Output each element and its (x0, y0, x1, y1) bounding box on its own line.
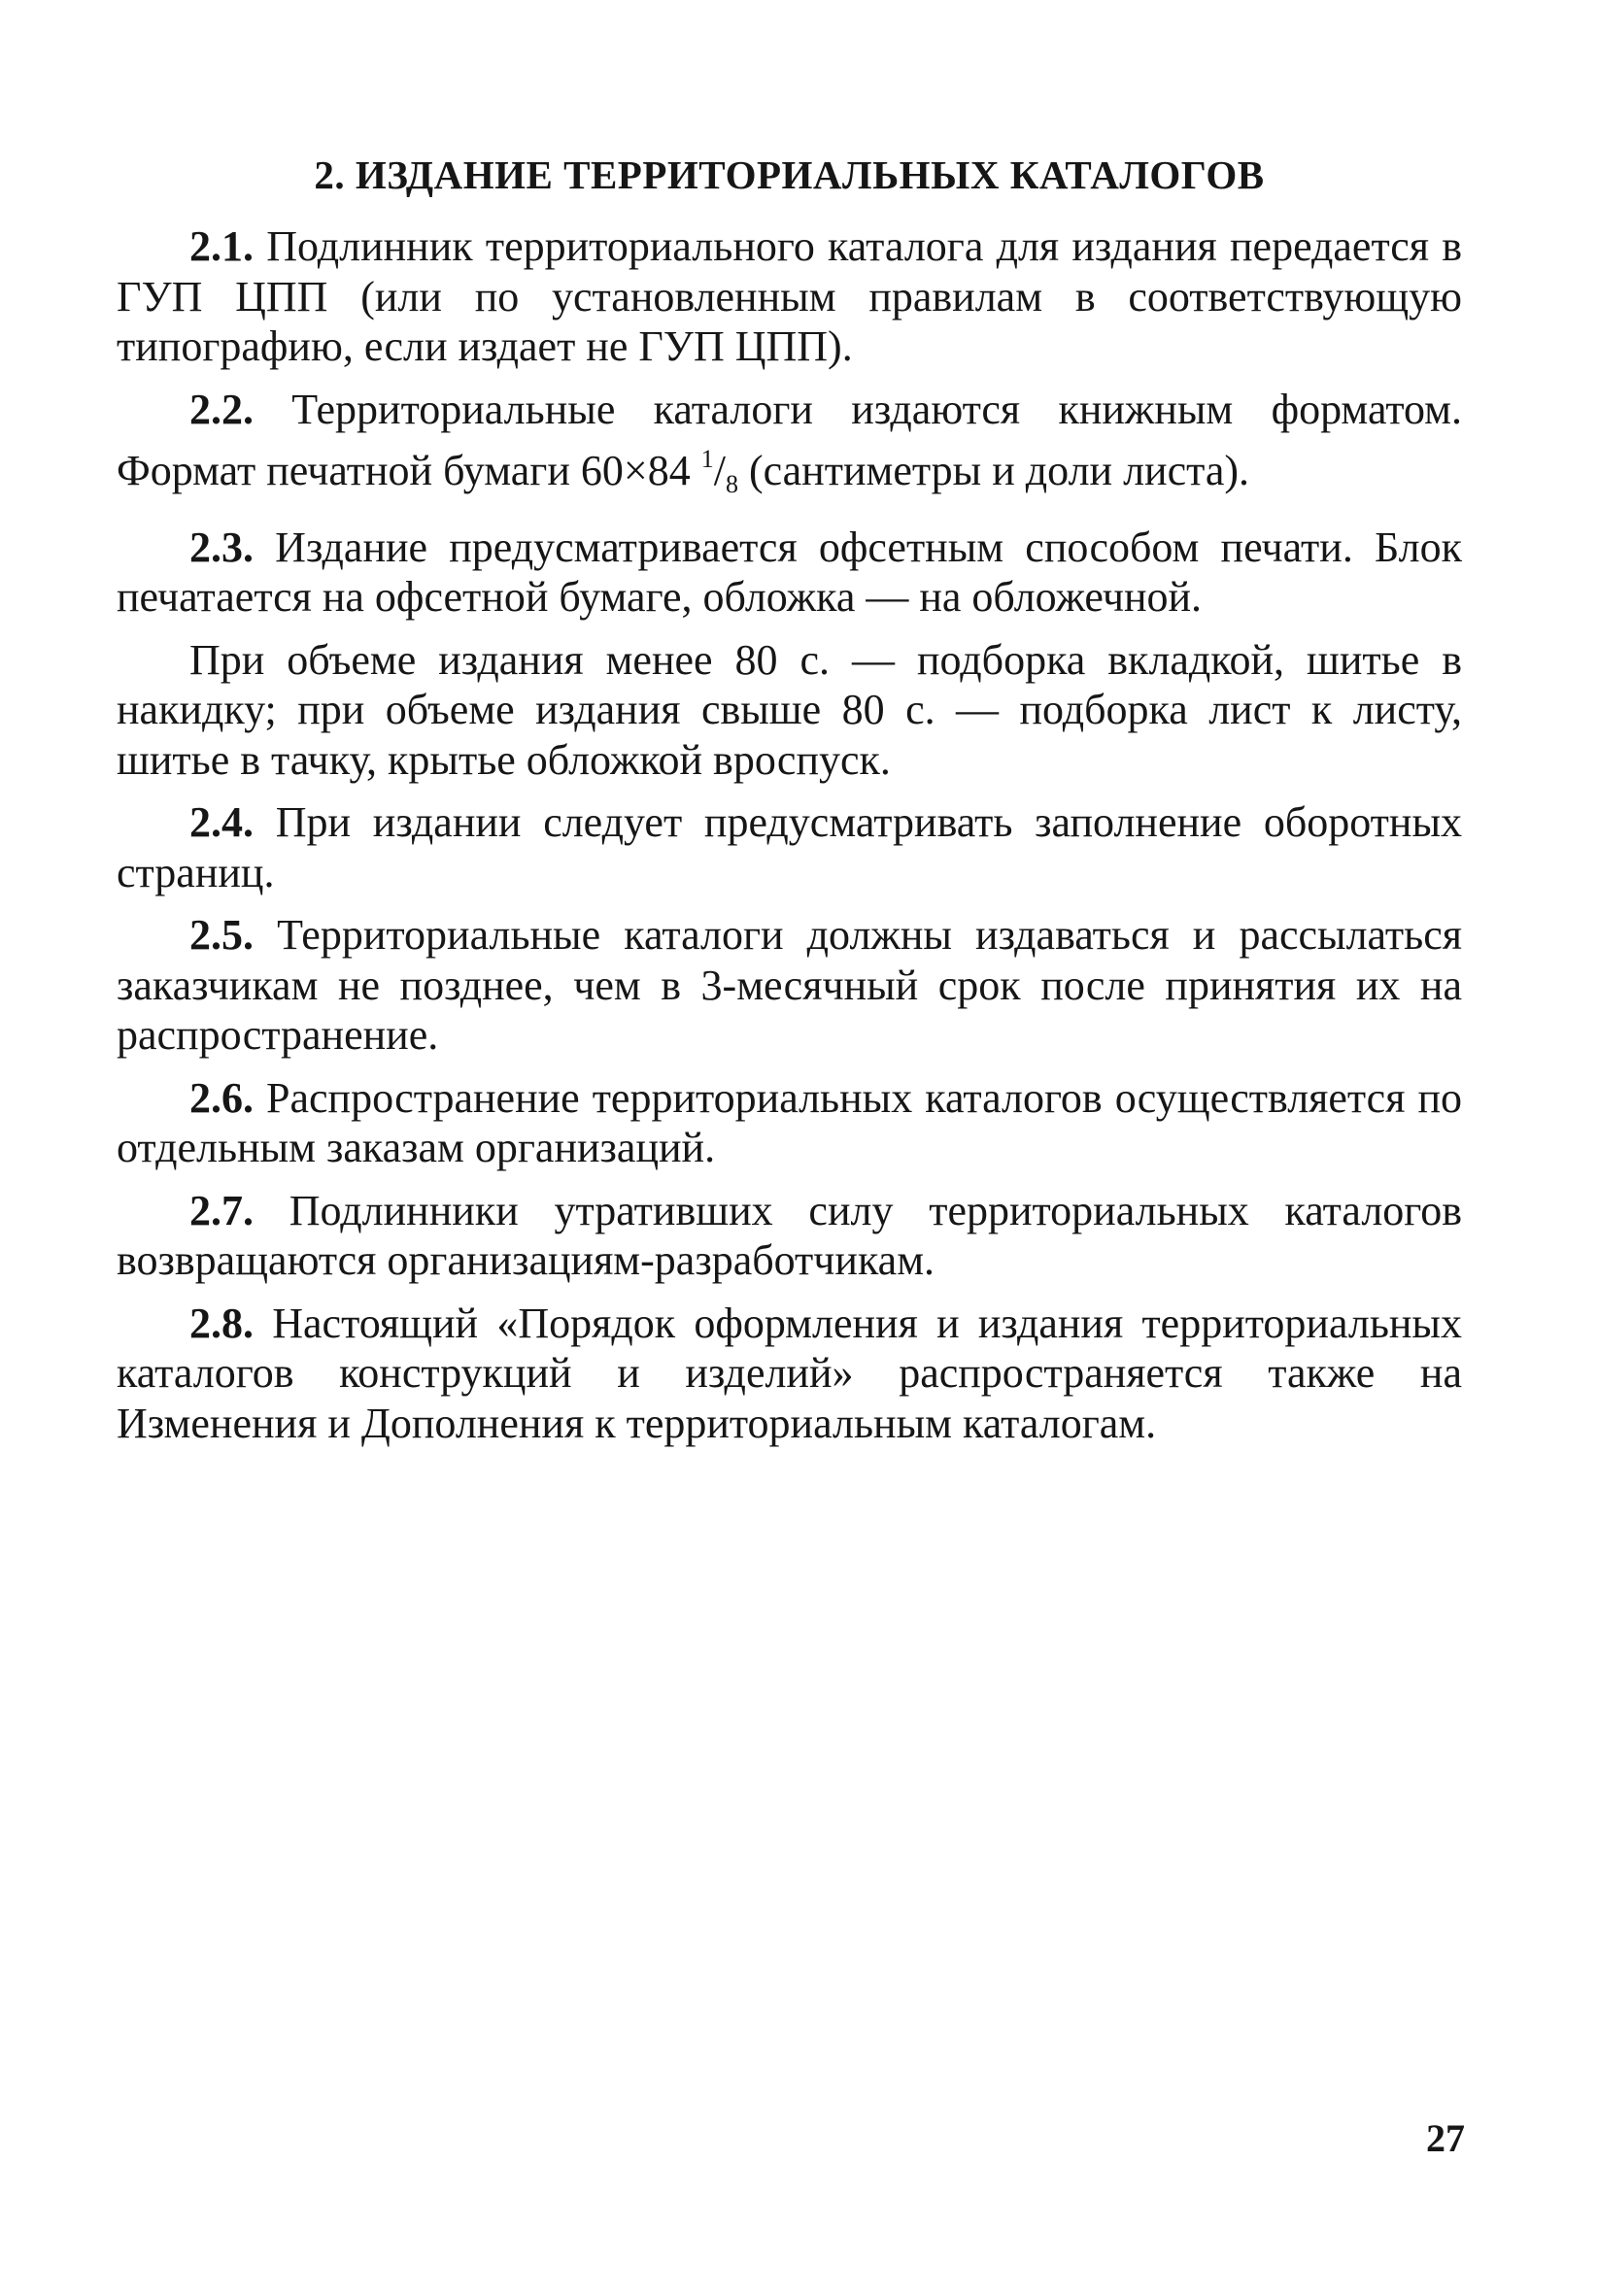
paragraph-text: При объеме издания менее 80 с. — подборка вкладкой, шитье в накидку; при объеме издания свыше 80 с. — подборка лист к листу, шитье в тачку, крытье обложкой вроспуск. (117, 635, 1462, 784)
fraction: $^1/_8$ (700, 445, 738, 498)
paragraph-text: Подлинник территориального каталога для издания передается в ГУП ЦПП (или по установленным правилам в соответствующую типографию, если издает не ГУП ЦПП). (117, 222, 1462, 370)
page-number: 27 (1426, 2116, 1465, 2160)
paragraph-text: Территориальные каталоги издаются книжным форматом. Формат печатной бумаги 60×84 (117, 385, 1462, 494)
paragraph-2-6 (117, 1073, 1462, 1173)
paragraph-number: 2.3. (189, 523, 254, 571)
section-heading: 2. ИЗДАНИЕ ТЕРРИТОРИАЛЬНЫХ КАТАЛОГОВ (314, 152, 1265, 197)
paragraph-number: 2.2. (189, 385, 254, 433)
paragraph-text: Территориальные каталоги должны издаваться и рассылаться заказчикам не позднее, чем в 3-месячный срок после принятия их на распространение. (117, 911, 1462, 1059)
paragraph-number: 2.5. (189, 911, 254, 959)
paragraph-number: 2.6. (189, 1073, 254, 1122)
paragraph-text: При издании следует предусматривать заполнение оборотных страниц. (117, 798, 1463, 896)
paragraph-2-3-continued (117, 635, 1462, 786)
paragraph-2-4 (117, 797, 1462, 897)
paragraph-2-8 (117, 1299, 1462, 1449)
fraction-denominator: 8 (725, 470, 738, 498)
paragraph-number: 2.7. (189, 1186, 254, 1234)
paragraph-2-3 (117, 523, 1462, 623)
paragraph-text: Подлинники утративших силу территориальных каталогов возвращаются организациям-разработчикам. (117, 1186, 1463, 1284)
paragraph-number: 2.1. (189, 222, 254, 270)
paragraph-text: (сантиметры и доли листа). (748, 447, 1250, 494)
paragraph-text: Настоящий «Порядок оформления и издания территориальных каталогов конструкций и изделий» распространяется также на Изменения и Дополнения к территориальным каталогам. (117, 1299, 1462, 1447)
paragraph-2-5 (117, 910, 1462, 1061)
document-page (117, 146, 1462, 1461)
paragraph-text: Распространение территориальных каталогов осуществляется по отдельным заказам организаций. (117, 1073, 1462, 1171)
paragraph-2-7 (117, 1186, 1462, 1286)
paragraph-number: 2.4. (189, 798, 254, 846)
paragraph-2-2 (117, 385, 1462, 510)
paragraph-text: Издание предусматривается офсетным способом печати. Блок печатается на офсетной бумаге, обложка — на обложечной. (117, 523, 1463, 621)
paragraph-number: 2.8. (189, 1299, 254, 1347)
paragraph-2-1 (117, 221, 1462, 372)
fraction-numerator: 1 (700, 445, 714, 473)
